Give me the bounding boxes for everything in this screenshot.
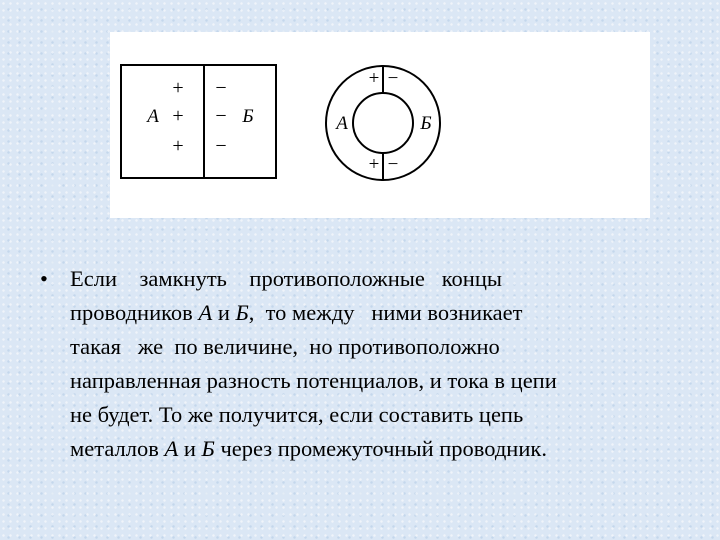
ring-top-minus: − <box>387 68 399 89</box>
paragraph-line-6: металлов А и Б через промежуточный проводник. <box>70 436 547 461</box>
paragraph-line-3: такая же по величине, но противоположно <box>70 334 500 359</box>
paragraph-line-1: Если замкнуть противоположные концы <box>70 266 502 291</box>
ring-label-b: Б <box>420 113 432 134</box>
diagram-panel <box>110 32 650 218</box>
diagram-svg <box>110 32 650 218</box>
left-plus-2: + <box>172 105 184 127</box>
ring-label-a: А <box>336 113 348 134</box>
ring-bottom-minus: − <box>387 154 399 175</box>
paragraph-line-5: не будет. То же получится, если составить цепь <box>70 402 524 427</box>
ring-bottom-plus: + <box>368 154 380 175</box>
left-minus-2: − <box>215 105 227 127</box>
paragraph-line-4: направленная разность потенциалов, и тока в цепи <box>70 368 557 393</box>
left-minus-3: − <box>215 135 227 157</box>
ring-inner-circle <box>353 93 413 153</box>
left-plus-3: + <box>172 135 184 157</box>
left-contact-figure <box>121 65 276 178</box>
paragraph-line-2: проводников А и Б, то между ними возникает <box>70 300 523 325</box>
left-plus-1: + <box>172 77 184 99</box>
left-label-b: Б <box>242 106 254 127</box>
ring-top-plus: + <box>368 68 380 89</box>
left-minus-1: − <box>215 77 227 99</box>
left-label-a: А <box>147 106 159 127</box>
right-ring-figure <box>326 66 440 180</box>
bullet-mark: • <box>40 266 48 291</box>
